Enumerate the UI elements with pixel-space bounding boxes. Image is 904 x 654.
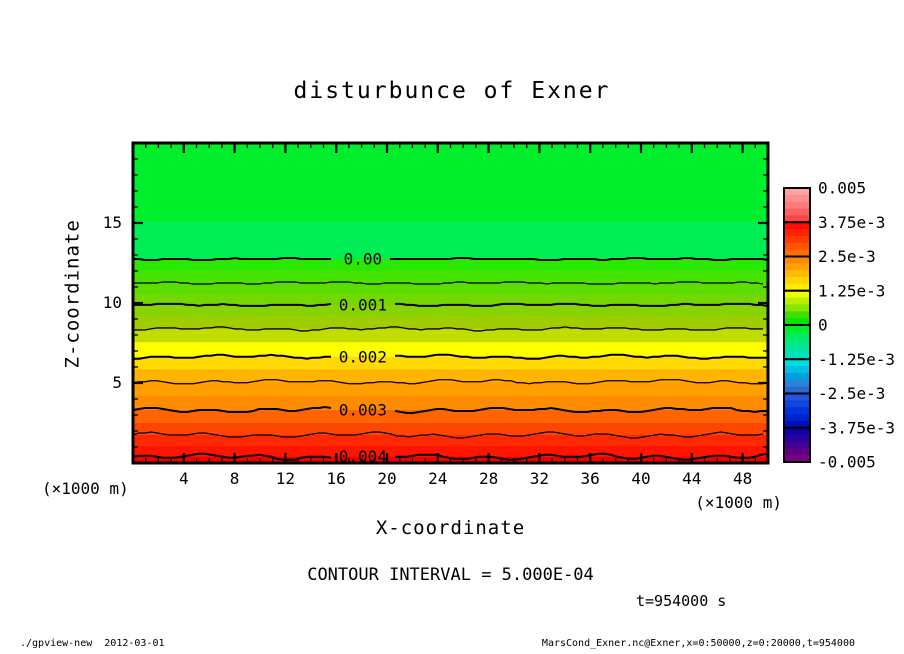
colorbar-step <box>784 298 810 305</box>
colorbar-label: 0.005 <box>818 178 867 198</box>
y-axis-unit-label: (×1000 m) <box>42 479 129 498</box>
colorbar-label: 3.75e-3 <box>818 212 886 232</box>
colorbar-step <box>784 441 810 448</box>
x-tick-label: 44 <box>682 469 702 488</box>
x-tick-label: 32 <box>529 469 550 488</box>
y-tick-label: 5 <box>112 373 122 392</box>
x-tick-label: 16 <box>326 469 346 488</box>
colorbar-step <box>784 359 810 366</box>
y-tick-label: 10 <box>102 293 122 312</box>
colorbar-step <box>784 339 810 346</box>
y-tick-label: 15 <box>102 213 122 232</box>
colorbar-step <box>784 366 810 373</box>
contour-band <box>133 357 768 370</box>
colorbar-label: 0 <box>818 315 828 335</box>
contour-band <box>133 283 768 295</box>
contour-line-label: 0.001 <box>338 295 387 315</box>
x-axis-tick-labels <box>133 469 768 491</box>
colorbar-step <box>784 373 810 380</box>
colorbar-step <box>784 195 810 202</box>
contour-band <box>133 259 768 272</box>
colorbar-label: -2.5e-3 <box>818 384 886 403</box>
time-stamp-label: t=954000 s <box>636 592 727 610</box>
colorbar-step <box>784 325 810 332</box>
colorbar-step <box>784 291 810 298</box>
colorbar-step <box>784 346 810 353</box>
colorbar-step <box>784 428 810 435</box>
chart-title: disturbunce of Exner <box>293 78 611 104</box>
contour-band <box>133 446 768 457</box>
colorbar-step <box>784 332 810 339</box>
colorbar-step <box>784 400 810 407</box>
x-tick-label: 4 <box>178 469 189 488</box>
contour-band <box>133 222 768 259</box>
y-axis-tick-labels <box>84 143 128 463</box>
colorbar-step <box>784 209 810 216</box>
colorbar-label: -1.25e-3 <box>818 349 896 369</box>
contour-line-label: 0.002 <box>338 347 387 367</box>
contour-line-label: 0.003 <box>338 400 387 420</box>
footer-data-source: MarsCond_Exner.nc@Exner,x=0:50000,z=0:20000,t=954000 <box>541 638 855 649</box>
colorbar-step <box>784 304 810 311</box>
x-tick-label: 20 <box>377 469 397 488</box>
colorbar-step <box>784 202 810 209</box>
y-axis-title: Z-coordinate <box>61 219 84 369</box>
contour-plot-area <box>133 143 768 466</box>
colorbar-step <box>784 188 810 195</box>
contour-line-label: 0.00 <box>343 249 383 269</box>
footer-program-version: ./gpview-new 2012-03-01 <box>20 638 165 649</box>
x-tick-label: 8 <box>229 469 240 488</box>
contour-interval-note: CONTOUR INTERVAL = 5.000E-04 <box>307 565 594 585</box>
colorbar-legend <box>783 178 904 474</box>
colorbar-step <box>784 448 810 455</box>
colorbar-label: 1.25e-3 <box>818 281 886 301</box>
colorbar-step <box>784 243 810 250</box>
colorbar-step <box>784 263 810 270</box>
x-tick-label: 28 <box>478 469 499 488</box>
colorbar-step <box>784 229 810 236</box>
contour-band <box>133 294 768 305</box>
x-tick-label: 48 <box>732 469 753 488</box>
colorbar-label: -3.75e-3 <box>818 418 896 438</box>
colorbar-step <box>784 270 810 277</box>
x-tick-label: 36 <box>580 469 600 488</box>
contour-band <box>133 423 768 436</box>
x-tick-label: 12 <box>275 469 296 488</box>
contour-band <box>133 305 768 318</box>
colorbar-step <box>784 236 810 243</box>
contour-band <box>133 329 768 343</box>
contour-band <box>133 271 768 284</box>
colorbar-label: -0.005 <box>818 452 876 472</box>
colorbar-step <box>784 311 810 318</box>
contour-band <box>133 143 768 223</box>
colorbar-step <box>784 414 810 421</box>
colorbar-step <box>784 277 810 284</box>
x-tick-label: 24 <box>428 469 448 488</box>
contour-line-label: 0.004 <box>338 447 387 466</box>
colorbar-step <box>784 435 810 442</box>
contour-line <box>395 304 767 306</box>
colorbar-step <box>784 407 810 414</box>
colorbar-step <box>784 394 810 401</box>
colorbar-step <box>784 380 810 387</box>
colorbar-step <box>784 257 810 264</box>
colorbar-step <box>784 222 810 229</box>
x-axis-title: X-coordinate <box>375 517 526 539</box>
colorbar-label: 2.5e-3 <box>818 247 876 266</box>
contour-band <box>133 382 768 397</box>
x-axis-unit-label: (×1000 m) <box>695 493 782 512</box>
x-tick-label: 40 <box>631 469 651 488</box>
